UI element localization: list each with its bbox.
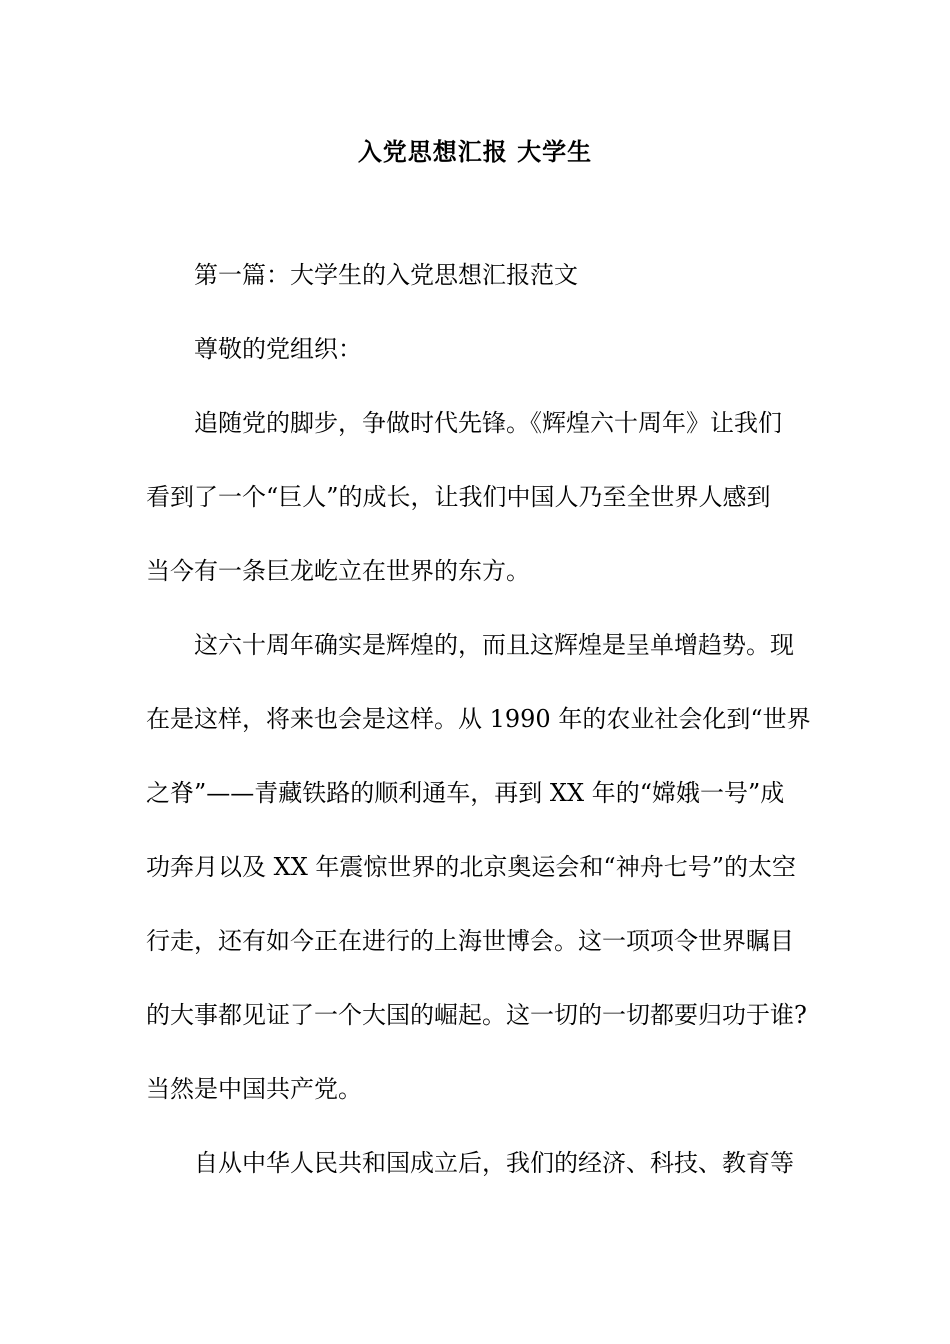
paragraph-1 <box>146 405 808 590</box>
salutation: 尊敬的党组织： <box>194 335 362 363</box>
paragraph-2 <box>146 627 811 1108</box>
document-body <box>146 257 811 1219</box>
paragraph-line: 追随党的脚步，争做时代先锋。《辉煌六十周年》让我们 <box>194 409 782 437</box>
paragraph-line: 当然是中国共产党。 <box>146 1075 362 1103</box>
section-heading: 第一篇：大学生的入党思想汇报范文 <box>194 261 578 289</box>
paragraph-line: 自从中华人民共和国成立后，我们的经济、科技、教育等 <box>194 1149 794 1177</box>
paragraph-line: 在是这样，将来也会是这样。从 1990 年的农业社会化到“世界 <box>146 705 811 733</box>
paragraph-line: 功奔月以及 XX 年震惊世界的北京奥运会和“神舟七号”的太空 <box>146 853 796 881</box>
paragraph-line: 之脊”——青藏铁路的顺利通车，再到 XX 年的“嫦娥一号”成 <box>146 779 785 807</box>
document-title: 入党思想汇报 大学生 <box>357 137 593 166</box>
paragraph-line: 当今有一条巨龙屹立在世界的东方。 <box>146 557 530 585</box>
paragraph-3 <box>146 1145 808 1182</box>
paragraph-line: 行走，还有如今正在进行的上海世博会。这一项项令世界瞩目 <box>146 927 794 955</box>
paragraph-line: 看到了一个“巨人”的成长，让我们中国人乃至全世界人感到 <box>146 483 771 511</box>
paragraph-line: 的大事都见证了一个大国的崛起。这一切的一切都要归功于谁? <box>146 1001 807 1029</box>
paragraph-line: 这六十周年确实是辉煌的，而且这辉煌是呈单增趋势。现 <box>194 631 794 659</box>
